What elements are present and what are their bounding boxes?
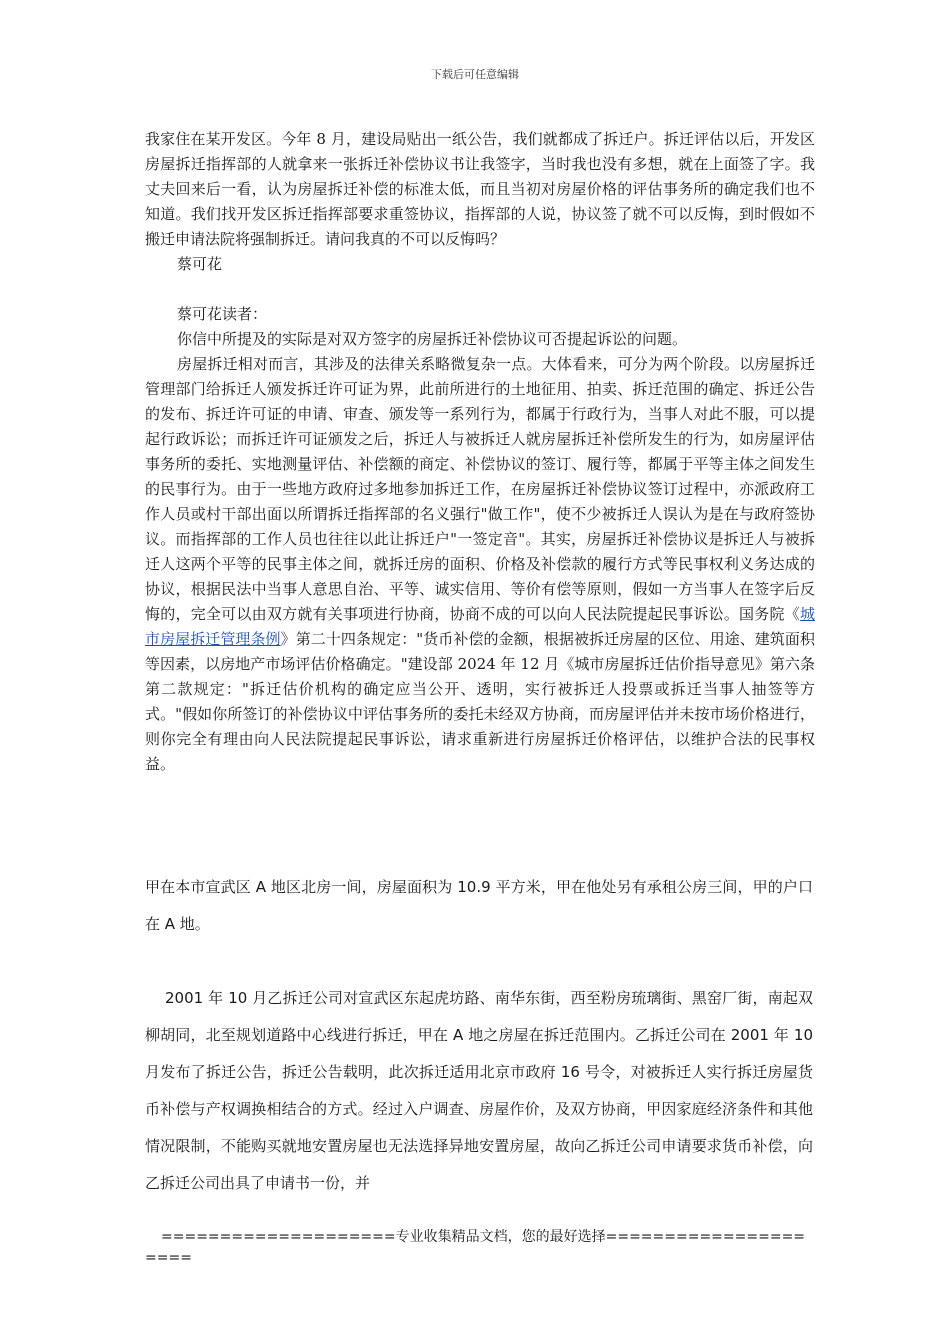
reply-paragraph-1: 你信中所提及的实际是对双方签字的房屋拆迁补偿协议可否提起诉讼的问题。: [177, 330, 688, 348]
case-section: [145, 869, 813, 1202]
reply-text-before-link: 房屋拆迁相对而言，其涉及的法律关系略微复杂一点。大体看来，可分为两个阶段。以房屋拆迁管理部门给拆迁人颁发拆迁许可证为界，此前所进行的土地征用、拍卖、拆迁范围的确定、拆迁公告的发布、拆迁许可证的申请、审查、颁发等一系列行为，都属于行政行为，当事人对此不服，可以提起行政诉讼；而拆迁许可证颁发之后，拆迁人与被拆迁人就房屋拆迁补偿所发生的行为，如房屋评估事务所的委托、实地测量评估、补偿额的商定、补偿协议的签订、履行等，都属于平等主体之间发生的民事行为。由于一些地方政府过多地参加拆迁工作，在房屋拆迁补偿协议签订过程中，亦派政府工作人员或村干部出面以所谓拆迁指挥部的名义强行"做工作"，使不少被拆迁人误认为是在与政府签协议。而指挥部的工作人员也往往以此让拆迁户"一签定音"。其实，房屋拆迁补偿协议是拆迁人与被拆迁人这两个平等的民事主体之间，就拆迁房的面积、价格及补偿款的履行方式等民事权利义务达成的协议，根据民法中当事人意思自治、平等、诚实信用、等价有偿等原则，假如一方当事人在签字后反悔的，完全可以由双方就有关事项进行协商，协商不成的可以向人民法院提起民事诉讼。国务院《: [145, 355, 815, 623]
reader-question: 我家住在某开发区。今年 8 月，建设局贴出一纸公告，我们就都成了拆迁户。拆迁评估以后，开发区房屋拆迁指挥部的人就拿来一张拆迁补偿协议书让我签字，当时我也没有多想，就在上面签了字。我丈夫回来后一看，认为房屋拆迁补偿的标准太低，而且当初对房屋价格的评估事务所的确定我们也不知道。我们找开发区拆迁指挥部要求重签协议，指挥部的人说，协议签了就不可以反悔，到时假如不搬迁申请法院将强制拆迁。请问我真的不可以反悔吗？: [145, 130, 815, 248]
reply-paragraph-2: [145, 352, 815, 777]
blank-line: [145, 943, 813, 980]
reply-text-after-link: 》第二十四条规定："货币补偿的金额，根据被拆迁房屋的区位、用途、建筑面积等因素，以房地产市场评估价格确定。"建设部 2024 年 12 月《城市房屋拆迁估价指导意见》第六条第二款规定："拆迁估价机构的确定应当公开、透明，实行被拆迁人投票或拆迁当事人抽签等方式。"假如你所签订的补偿协议中评估事务所的委托未经双方协商，而房屋评估并未按市场价格进行，则你完全有理由向人民法院提起民事诉讼，请求重新进行房屋拆迁价格评估，以维护合法的民事权益。: [145, 630, 815, 773]
reader-signature: 蔡可花: [177, 255, 223, 273]
reply-salutation: 蔡可花读者：: [177, 305, 268, 323]
page-footer: ====================专业收集精品文档，您的最好选择=====================: [145, 1229, 806, 1266]
case-paragraph-1: 甲在本市宣武区 A 地区北房一间，房屋面积为 10.9 平方米，甲在他处另有承租公房三间，甲的户口在 A 地。: [145, 878, 813, 933]
case-paragraph-2: 2001 年 10 月乙拆迁公司对宣武区东起虎坊路、南华东街，西至粉房琉璃街、黑窑厂街，南起双柳胡同，北至规划道路中心线进行拆迁，甲在 A 地之房屋在拆迁范围内。乙拆迁公司在 2001 年 10 月发布了拆迁公告，拆迁公告载明，此次拆迁适用北京市政府 16 号令，对被拆迁人实行拆迁房屋货币补偿与产权调换相结合的方式。经过入户调查、房屋作价，及双方协商，甲因家庭经济条件和其他情况限制，不能购买就地安置房屋也无法选择异地安置房屋，故向乙拆迁公司申请要求货币补偿，向乙拆迁公司出具了申请书一份，并: [145, 989, 813, 1192]
letter-section: [145, 127, 815, 777]
page-header: 下载后可任意编辑: [431, 68, 519, 81]
regulation-link[interactable]: 城市房屋拆迁管理条例: [145, 605, 815, 648]
blank-line: [145, 277, 815, 302]
